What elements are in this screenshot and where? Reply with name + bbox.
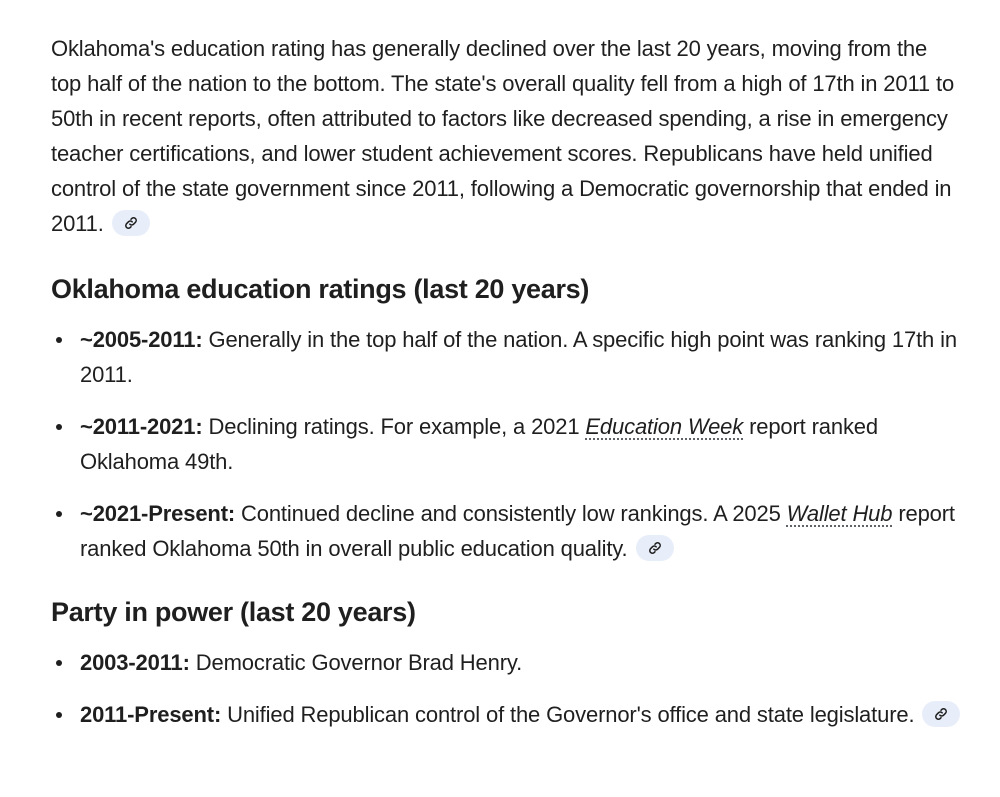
list-item: [51, 409, 961, 479]
item-text: Democratic Governor Brad Henry.: [189, 650, 523, 675]
item-label: 2011-Present:: [80, 702, 222, 727]
party-heading: Party in power (last 20 years): [51, 597, 416, 627]
item-text: Unified Republican control of the Governor's office and state legislature.: [221, 702, 915, 727]
ratings-heading: Oklahoma education ratings (last 20 years): [51, 274, 590, 304]
intro-paragraph: [51, 31, 961, 241]
source-link-chip[interactable]: [636, 535, 674, 561]
source-wallet-hub[interactable]: Wallet Hub: [786, 501, 893, 526]
source-education-week[interactable]: Education Week: [585, 414, 744, 439]
sparkle-icon: [63, 0, 69, 6]
item-text: Continued decline and consistently low rankings. A 2025: [235, 501, 787, 526]
ratings-list: [51, 322, 961, 566]
link-icon: [934, 707, 948, 721]
list-item: [51, 322, 961, 392]
item-label: 2003-2011:: [80, 650, 190, 675]
response-content: [51, 31, 961, 732]
party-list: [51, 645, 961, 732]
item-label: ~2005-2011:: [80, 327, 203, 352]
intro-text: Oklahoma's education rating has generally declined over the last 20 years, moving from the top half of the nation to the bottom. The state's overall quality fell from a high of 17th in 2011 to 50th in recent reports, often attributed to factors like decreased spending, a rise in emergency teacher certifications, and lower student achievement scores. Republicans have held unified control of the state government since 2011, following a Democratic governorship that ended in 2011.: [51, 36, 955, 236]
list-item: [51, 496, 961, 566]
source-link-chip[interactable]: [922, 701, 960, 727]
list-item: [51, 697, 961, 732]
item-text: Generally in the top half of the nation. A specific high point was ranking 17th in 2011.: [80, 327, 957, 387]
link-icon: [648, 541, 662, 555]
item-text: Declining ratings. For example, a 2021: [202, 414, 586, 439]
item-label: ~2021-Present:: [80, 501, 236, 526]
item-text: report ranked Oklahoma 50th in overall public education quality.: [80, 501, 955, 561]
source-link-chip[interactable]: [112, 210, 150, 236]
item-label: ~2011-2021:: [80, 414, 203, 439]
link-icon: [124, 216, 138, 230]
item-text: report ranked Oklahoma 49th.: [80, 414, 878, 474]
list-item: [51, 645, 961, 680]
